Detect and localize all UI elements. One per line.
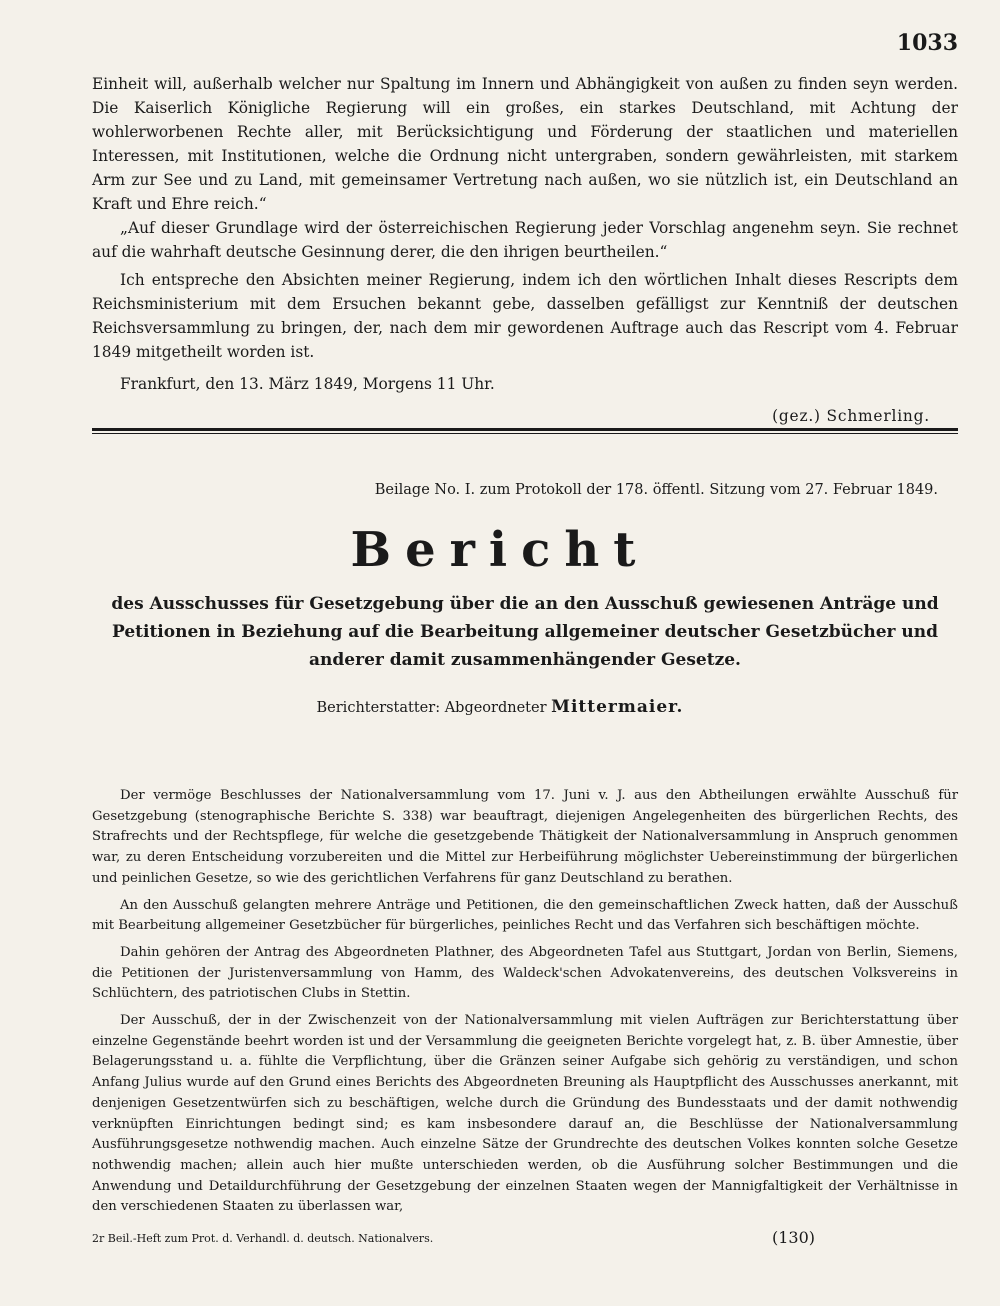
paragraph: An den Ausschuß gelangten mehrere Anträge und Petitionen, die den gemeinschaftlichen Zweck hatten, daß der Ausschuß mit Bearbeitung allgemeiner Gesetzbücher für bürgerliches, peinliches Recht und das Verfahren sich beschäftigen möchte. [92, 897, 958, 934]
supplement-header: Beilage No. I. zum Protokoll der 178. öffentl. Sitzung vom 27. Februar 1849. [374, 482, 938, 498]
signature: (gez.) Schmerling. [772, 407, 930, 425]
report-body [92, 786, 958, 1218]
paragraph: Der vermöge Beschlusses der Nationalversammlung vom 17. Juni v. J. aus den Abtheilungen erwählte Ausschuß für Gesetzgebung (stenographische Berichte S. 338) war beauftragt, diejenigen Angelegenheiten des bürgerlichen Rechts, des Strafrechts und der Rechtspflege, für welche die gesetzgebende Thätigkeit der Nationalversammlung in Anspruch genommen war, zu deren Entscheidung vorzubereiten und die Mittel zur Herbeiführung möglichster Uebereinstimmung der bürgerlichen und peinlichen Gesetze, so wie des gerichtlichen Verfahrens für ganz Deutschland zu berathen. [92, 788, 958, 886]
top-text-block [92, 72, 958, 396]
report-title: Bericht [350, 522, 650, 578]
footer-note: 2r Beil.-Heft zum Prot. d. Verhandl. d. deutsch. Nationalvers. [92, 1232, 434, 1245]
paragraph: Einheit will, außerhalb welcher nur Spaltung im Innern und Abhängigkeit von außen zu finden seyn werden. Die Kaiserlich Königliche Regierung will ein großes, ein starkes Deutschland, mit Achtung der wohlerworbenen Rechte aller, mit Berücksichtigung und Förderung der staatlichen und materiellen Interessen, mit Institutionen, welche die Ordnung nicht untergraben, sondern gewährleisten, mit starkem Arm zur See und zu Land, mit gemeinsamer Vertretung nach außen, wo sie nützlich ist, ein Deutschland an Kraft und Ehre reich.“ [92, 75, 958, 213]
paragraph: „Auf dieser Grundlage wird der österreichischen Regierung jeder Vorschlag angenehm seyn. Sie rechnet auf die wahrhaft deutsche Gesinnung derer, die den ihrigen beurtheilen.“ [92, 219, 958, 261]
paragraph: Der Ausschuß, der in der Zwischenzeit von der Nationalversammlung mit vielen Aufträgen zur Berichterstattung über einzelne Gegenstände beehrt worden ist und der Versammlung die geeigneten Berichte vorgelegt hat, z. B. über Amnestie, über Belagerungsstand u. a. fühlte die Verpflichtung, über die Gränzen seiner Aufgabe sich gehörig zu verständigen, und schon Anfang Julius wurde auf den Grund eines Berichts des Abgeordneten Breuning als Hauptpflicht des Ausschusses anerkannt, mit denjenigen Gesetzentwürfen sich zu beschäftigen, welche durch die Gründung des Bundesstaats und der damit nothwendig verknüpften Einrichtungen bedingt sind; es kam insbesondere darauf an, die Beschlüsse der Nationalversammlung Ausführungsgesetze nothwendig machen. Auch einzelne Sätze der Grundrechte des deutschen Volkes konnten solche Gesetze nothwendig machen; allein auch hier mußte unterschieden werden, ob die Ausführung solcher Bestimmungen und die Anwendung und Detaildurchführung der Gesetzgebung der einzelnen Staaten wegen der Mannigfaltigkeit der Verhältnisse in den verschiedenen Staaten zu überlassen war, [92, 1013, 958, 1215]
reporter-line [0, 697, 1000, 717]
page-number: 1033 [896, 30, 958, 56]
reporter-name: Mittermaier. [551, 697, 684, 717]
place-date: Frankfurt, den 13. März 1849, Morgens 11 Uhr. [120, 375, 495, 393]
reporter-label: Berichterstatter: Abgeordneter [316, 700, 547, 716]
paragraph: Dahin gehören der Antrag des Abgeordneten Plathner, des Abgeordneten Tafel aus Stuttgart, Jordan von Berlin, Siemens, die Petitionen der Juristenversammlung von Hamm, des Waldeck'schen Advokatenvereins, des deutschen Volksvereins in Schlüchtern, des patriotischen Clubs in Stettin. [92, 944, 958, 1002]
divider-rule [92, 428, 958, 434]
report-subtitle: des Ausschusses für Gesetzgebung über die an den Ausschuß gewiesenen Anträge und Petitionen in Beziehung auf die Bearbeitung allgemeiner deutscher Gesetzbücher und anderer damit zusammenhängender Gesetze. [111, 594, 939, 670]
sheet-number: (130) [772, 1228, 816, 1247]
paragraph: Ich entspreche den Absichten meiner Regierung, indem ich den wörtlichen Inhalt dieses Rescripts dem Reichsministerium mit dem Ersuchen bekannt gebe, dasselben gefälligst zur Kenntniß der deutschen Reichsversammlung zu bringen, der, nach dem mir gewordenen Auftrage auch das Rescript vom 4. Februar 1849 mitgetheilt worden ist. [92, 271, 958, 361]
